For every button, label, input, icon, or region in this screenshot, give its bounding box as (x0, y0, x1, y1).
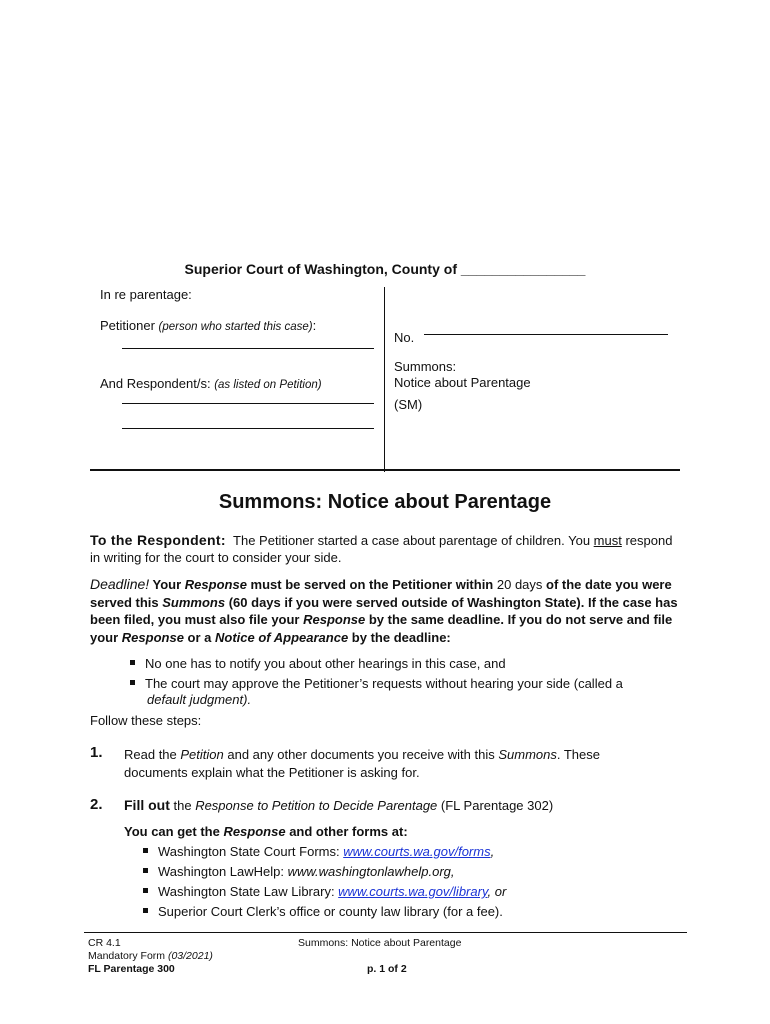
deadline-label: Deadline! (90, 576, 150, 592)
deadline-t6: or a (183, 629, 216, 645)
deadline-t5: by the same deadline. If you do not serve and file your (90, 612, 673, 645)
deadline-t2: must be served on the Petitioner within (246, 577, 497, 592)
petitioner-name-line (122, 348, 374, 349)
page-title: Summons: Notice about Parentage (218, 491, 552, 513)
footer-form-number: FL Parentage 300 (88, 963, 175, 975)
deadline-t3: of the date you were served this (90, 577, 672, 610)
caption-divider (384, 287, 385, 472)
source-3-label: Washington State Law Library: (158, 884, 339, 899)
step-1-summons: Summons (498, 747, 557, 762)
source-2-tail: , (450, 864, 455, 879)
consequence-text-1: No one has to notify you about other hearings in this case, and (145, 656, 506, 671)
respondent-name-line-2 (122, 428, 374, 429)
lawhelp-link[interactable]: www.washingtonlawhelp.org (287, 864, 451, 879)
courts-forms-link[interactable]: www.courts.wa.gov/forms (343, 844, 491, 859)
petitioner-colon: : (312, 318, 317, 333)
step-1-t2: and any other documents you receive with this (223, 747, 499, 762)
caption-bottom-rule (90, 469, 680, 471)
step-1-t1: Read the (124, 747, 181, 762)
source-4-text: Superior Court Clerk’s office or county law library (for a fee). (158, 904, 503, 919)
deadline-response-3: Response (121, 629, 184, 645)
caption-doc-code: (SM) (394, 397, 423, 412)
petitioner-label-row (100, 318, 316, 333)
respondent-name-line-1 (122, 403, 374, 404)
deadline-notice: Notice of Appearance (215, 629, 349, 645)
footer-mandatory (88, 950, 213, 963)
step-1-line-2: documents explain what the Petitioner is asking for. (124, 765, 420, 780)
bullet-icon (143, 868, 148, 873)
petitioner-label: Petitioner (100, 318, 155, 333)
consequence-text-2: The court may approve the Petitioner’s requests without hearing your side (called a (145, 676, 623, 691)
step-2-number: 2. (90, 796, 103, 813)
consequence-item-2-cont (147, 691, 251, 708)
footer-rule-number: CR 4.1 (88, 937, 121, 949)
deadline-t7: by the deadline: (348, 629, 451, 645)
step-2-get-2: and other forms at: (285, 824, 408, 839)
footer-center-title: Summons: Notice about Parentage (298, 937, 462, 949)
bullet-icon (130, 660, 135, 665)
respondent-note: (as listed on Petition) (214, 379, 322, 391)
source-1-label: Washington State Court Forms: (158, 844, 344, 859)
deadline-response: Response (184, 577, 247, 592)
default-judgment-text: default judgment). (147, 692, 252, 707)
bullet-icon (143, 848, 148, 853)
footer-date: (03/2021) (167, 950, 213, 962)
caption-doc-title-1: Summons: (394, 359, 457, 374)
footer-page-number: p. 1 of 2 (367, 963, 407, 975)
step-2-fill: Fill out (124, 797, 170, 813)
deadline-days: 20 days (496, 577, 543, 592)
step-1-line-1 (124, 746, 600, 763)
bullet-icon (143, 888, 148, 893)
deadline-summons: Summons (162, 594, 226, 610)
petitioner-note: (person who started this case) (158, 321, 313, 333)
source-item-1 (143, 843, 494, 860)
source-2-label: Washington LawHelp: (158, 864, 288, 879)
case-number-line (424, 334, 668, 335)
consequence-item-1 (130, 655, 506, 672)
step-2-t1: the (169, 798, 196, 813)
deadline-response-2: Response (303, 612, 366, 627)
deadline-paragraph (90, 576, 682, 646)
step-2-form: Response to Petition to Decide Parentage (195, 798, 438, 813)
bullet-icon (130, 680, 135, 685)
deadline-t1: Your (149, 577, 185, 592)
source-item-2 (143, 863, 455, 880)
bullet-icon (143, 908, 148, 913)
step-1-number: 1. (90, 744, 103, 761)
intro-text-2: respond in writing for the court to consider your side. (90, 533, 673, 565)
source-item-4 (143, 903, 503, 920)
step-2-t2: (FL Parentage 302) (437, 798, 554, 813)
respondent-label: And Respondent/s: (100, 376, 211, 391)
step-2-get-forms (124, 823, 408, 840)
step-2-get-response: Response (223, 824, 286, 839)
step-1-petition: Petition (180, 747, 224, 762)
step-2-line-1 (124, 797, 553, 814)
step-2-get-1: You can get the (124, 824, 224, 839)
to-respondent-label: To the Respondent: (90, 532, 226, 548)
step-1-t3: . These (556, 747, 600, 762)
source-1-tail: , (490, 844, 495, 859)
consequence-item-2 (130, 675, 623, 692)
deadline-t4: (60 days if you were served outside of Washington State). If the case has been filed, you must also file your (90, 594, 678, 627)
intro-must: must (593, 533, 622, 548)
respondent-label-row (100, 376, 322, 391)
footer-rule (84, 932, 687, 933)
intro-paragraph (90, 532, 682, 566)
case-number-label: No. (394, 330, 415, 345)
law-library-link[interactable]: www.courts.wa.gov/library (338, 884, 488, 899)
source-item-3 (143, 883, 506, 900)
court-title: Superior Court of Washington, County of ________________ (184, 261, 586, 277)
caption-doc-title-2: Notice about Parentage (394, 375, 531, 390)
follow-steps-label: Follow these steps: (90, 713, 202, 728)
intro-text: The Petitioner started a case about parentage of children. You (233, 533, 594, 548)
footer-mandatory-text: Mandatory Form (88, 950, 168, 962)
in-re-label: In re parentage: (100, 287, 192, 302)
source-3-tail: , or (487, 884, 507, 899)
